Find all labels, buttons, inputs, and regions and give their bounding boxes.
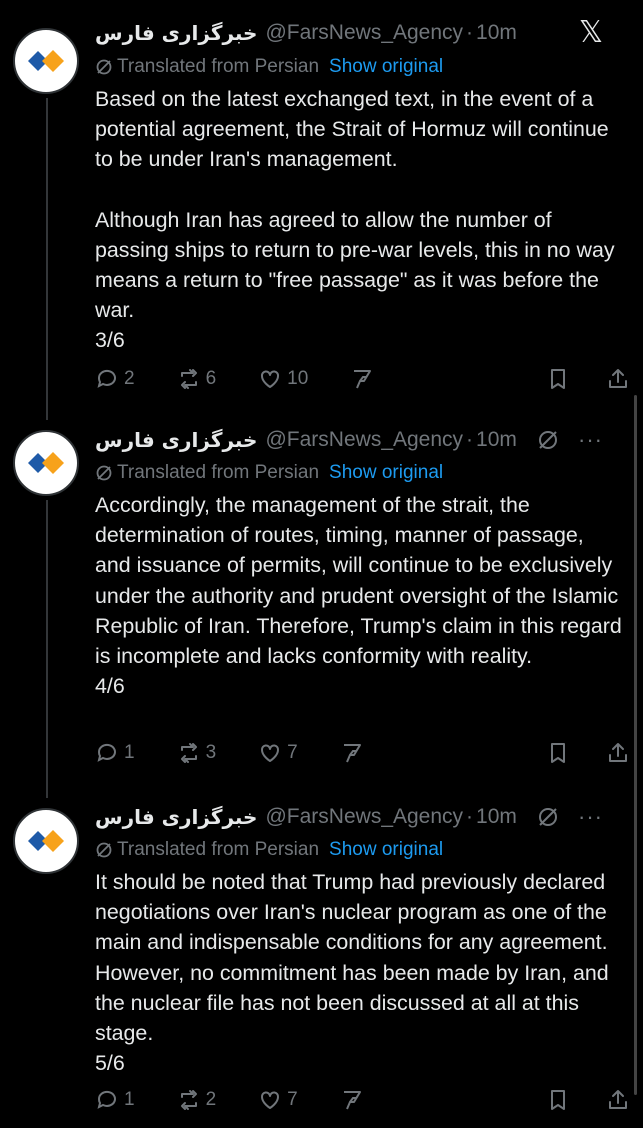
share-button[interactable] xyxy=(606,1088,630,1112)
reply-count: 2 xyxy=(124,368,135,389)
show-original-link[interactable]: Show original xyxy=(329,56,444,77)
translation-notice xyxy=(95,836,443,864)
header-actions xyxy=(536,800,603,834)
translated-label: Translated from Persian xyxy=(117,462,320,483)
tweet-text xyxy=(95,84,625,356)
reply-button[interactable] xyxy=(95,1088,135,1112)
like-count: 7 xyxy=(287,1089,298,1110)
tweet-header xyxy=(95,16,623,50)
action-bar xyxy=(95,738,630,768)
analytics-button[interactable] xyxy=(340,1088,364,1112)
more-icon[interactable]: ··· xyxy=(578,427,603,452)
handle[interactable]: @FarsNews_Agency xyxy=(265,428,464,451)
repost-icon xyxy=(177,367,201,391)
heart-icon xyxy=(258,741,282,765)
handle[interactable]: @FarsNews_Agency xyxy=(265,805,464,828)
show-original-link[interactable]: Show original xyxy=(329,839,444,860)
tweet-paragraph: Accordingly, the management of the strait, the determination of routes, timing, manner of passage, and issuance of permits, will continue to be exclusively under the authority and prudent oversight of the Islamic Republic of Iran. Therefore, Trump's claim in this regard is incomplete and lacks conformity with reality. 4/6 xyxy=(95,493,622,699)
more-icon[interactable]: ··· xyxy=(578,804,603,829)
like-button[interactable] xyxy=(258,367,308,391)
bookmark-button[interactable] xyxy=(546,1088,570,1112)
reply-count: 1 xyxy=(124,1089,135,1110)
timestamp[interactable]: 10m xyxy=(476,805,517,828)
grok-icon xyxy=(95,58,113,76)
thread-line xyxy=(46,98,48,420)
share-icon xyxy=(606,1088,630,1112)
avatar[interactable] xyxy=(13,808,79,874)
tweet-header xyxy=(95,800,623,834)
grok-icon[interactable] xyxy=(536,428,560,452)
analytics-icon xyxy=(350,367,374,391)
analytics-icon xyxy=(340,1088,364,1112)
reply-count: 1 xyxy=(124,742,135,763)
grok-icon[interactable] xyxy=(536,805,560,829)
reply-icon xyxy=(95,367,119,391)
grok-icon xyxy=(95,464,113,482)
show-original-link[interactable]: Show original xyxy=(329,462,444,483)
reply-button[interactable] xyxy=(95,741,135,765)
bookmark-icon xyxy=(546,1088,570,1112)
repost-count: 6 xyxy=(205,368,217,389)
grok-icon xyxy=(95,841,113,859)
analytics-icon xyxy=(340,741,364,765)
bookmark-icon xyxy=(546,741,570,765)
header-actions xyxy=(536,423,603,457)
like-count: 10 xyxy=(287,368,309,389)
repost-button[interactable] xyxy=(177,1088,217,1112)
bookmark-button[interactable] xyxy=(546,741,570,765)
translation-notice xyxy=(95,53,443,81)
translation-notice xyxy=(95,459,443,487)
tweet-text xyxy=(95,867,625,1078)
thread-line xyxy=(46,500,48,798)
fars-logo-icon xyxy=(24,819,68,863)
header-actions xyxy=(579,16,603,50)
display-name[interactable]: خبرگزاری فارس xyxy=(95,805,258,829)
analytics-button[interactable] xyxy=(350,367,374,391)
display-name[interactable]: خبرگزاری فارس xyxy=(95,428,258,452)
action-bar xyxy=(95,364,630,394)
action-bar xyxy=(95,1085,630,1115)
repost-count: 3 xyxy=(205,742,217,763)
separator: · xyxy=(466,21,474,44)
share-button[interactable] xyxy=(606,367,630,391)
repost-button[interactable] xyxy=(177,367,217,391)
repost-icon xyxy=(177,1088,201,1112)
display-name[interactable]: خبرگزاری فارس xyxy=(95,21,258,45)
timestamp[interactable]: 10m xyxy=(476,21,517,44)
reply-icon xyxy=(95,741,119,765)
avatar[interactable] xyxy=(13,28,79,94)
bookmark-button[interactable] xyxy=(546,367,570,391)
share-button[interactable] xyxy=(606,741,630,765)
fars-logo-icon xyxy=(24,441,68,485)
share-icon xyxy=(606,367,630,391)
like-button[interactable] xyxy=(258,741,298,765)
repost-icon xyxy=(177,741,201,765)
bookmark-icon xyxy=(546,367,570,391)
share-icon xyxy=(606,741,630,765)
separator: · xyxy=(466,428,474,451)
translated-label: Translated from Persian xyxy=(117,839,320,860)
tweet-paragraph: Although Iran has agreed to allow the number of passing ships to return to pre-war levels, this in no way means a return to "free passage" as it was before the war. 3/6 xyxy=(95,207,615,353)
reply-button[interactable] xyxy=(95,367,135,391)
like-count: 7 xyxy=(287,742,298,763)
tweet-paragraph: It should be noted that Trump had previously declared negotiations over Iran's nuclear program as one of the main and indispensable conditions for any agreement. However, no commitment has been made by Iran, and the nuclear file has not been discussed at all at this stage. 5/6 xyxy=(95,870,609,1076)
x-logo-icon[interactable]: 𝕏 xyxy=(578,15,603,50)
scrollbar[interactable] xyxy=(634,395,637,1095)
separator: · xyxy=(466,805,474,828)
timestamp[interactable]: 10m xyxy=(476,428,517,451)
reply-icon xyxy=(95,1088,119,1112)
fars-logo-icon xyxy=(24,39,68,83)
tweet-text xyxy=(95,490,625,701)
heart-icon xyxy=(258,1088,282,1112)
tweet-paragraph: Based on the latest exchanged text, in the event of a potential agreement, the Strait of Hormuz will continue to be under Iran's management. xyxy=(95,87,609,172)
heart-icon xyxy=(258,367,282,391)
translated-label: Translated from Persian xyxy=(117,56,320,77)
handle[interactable]: @FarsNews_Agency xyxy=(265,21,464,44)
repost-button[interactable] xyxy=(177,741,217,765)
repost-count: 2 xyxy=(205,1089,217,1110)
analytics-button[interactable] xyxy=(340,741,364,765)
tweet-header xyxy=(95,423,623,457)
avatar[interactable] xyxy=(13,430,79,496)
like-button[interactable] xyxy=(258,1088,298,1112)
